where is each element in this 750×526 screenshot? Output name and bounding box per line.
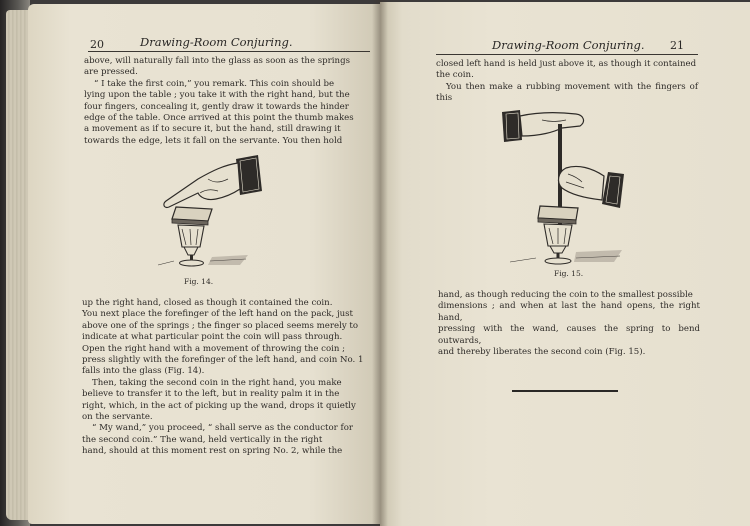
text-line: up the right hand, closed as though it contained the coin. bbox=[82, 298, 333, 308]
text-line: “ My wand,” you proceed, “ shall serve as the conductor for bbox=[92, 423, 353, 434]
right-header-rule bbox=[436, 54, 698, 55]
left-page bbox=[28, 4, 380, 524]
left-page-number: 20 bbox=[90, 38, 104, 51]
right-page bbox=[380, 2, 750, 526]
text-line: lying upon the table ; you take it with the right hand, but the bbox=[84, 90, 350, 101]
text-line: right, which, in the act of picking up the wand, drops it quietly bbox=[82, 400, 356, 411]
text-line: a movement as if to secure it, but the hand, still drawing it bbox=[84, 124, 341, 135]
text-line: above, will naturally fall into the glass as soon as the springs bbox=[84, 56, 350, 66]
text-line: dimensions ; and when at last the hand opens, the right hand, bbox=[438, 301, 700, 323]
left-running-head: Drawing-Room Conjuring. bbox=[140, 35, 293, 49]
figure-15-caption: Fig. 15. bbox=[554, 269, 584, 278]
text-line: and thereby liberates the second coin (Fig. 15). bbox=[438, 347, 646, 358]
text-line: believe to transfer it to the left, but in reality palm it in the bbox=[82, 389, 340, 400]
text-line: You next place the forefinger of the left hand on the pack, just bbox=[82, 309, 354, 320]
text-line: Open the right hand with a movement of throwing the coin ; bbox=[82, 343, 346, 354]
text-line: Then, taking the second coin in the right hand, you make bbox=[92, 377, 342, 388]
text-line: the second coin.” The wand, held vertically in the right bbox=[82, 434, 323, 445]
text-line: press slightly with the forefinger of the left hand, and coin No. 1 bbox=[82, 355, 364, 366]
left-header-rule bbox=[88, 51, 370, 52]
figure-14-illustration bbox=[128, 149, 278, 275]
figure-15-illustration bbox=[498, 106, 638, 268]
text-line: You then make a rubbing movement with the fingers of this bbox=[436, 81, 698, 104]
text-line: on the servante. bbox=[82, 412, 153, 423]
text-line: edge of the table. Once arrived at this point the thumb makes bbox=[84, 113, 354, 124]
text-line: indicate at what particular point the coin will pass through. bbox=[82, 332, 343, 343]
text-line: hand, should at this moment rest on spring No. 2, while the bbox=[82, 446, 343, 457]
right-page-number: 21 bbox=[670, 39, 684, 52]
right-paragraph-2 bbox=[438, 290, 700, 358]
text-line: falls into the glass (Fig. 14). bbox=[82, 366, 205, 377]
left-paragraph-1 bbox=[84, 56, 376, 147]
right-paragraph-1 bbox=[436, 59, 698, 105]
text-line: are pressed. bbox=[84, 67, 138, 78]
text-line: four fingers, concealing it, gently draw it towards the hinder bbox=[84, 101, 349, 112]
right-running-head: Drawing-Room Conjuring. bbox=[492, 38, 645, 52]
text-line: towards the edge, lets it fall on the servante. You then hold bbox=[84, 135, 343, 146]
figure-14-caption: Fig. 14. bbox=[184, 277, 214, 286]
text-line: hand, as though reducing the coin to the smallest possible bbox=[438, 290, 693, 300]
book-gutter bbox=[372, 0, 388, 526]
text-line: closed left hand is held just above it, as though it contained bbox=[436, 59, 697, 69]
text-line: “ I take the first coin,” you remark. This coin should be bbox=[94, 78, 335, 89]
left-paragraph-2 bbox=[82, 298, 376, 458]
end-section-rule bbox=[512, 390, 618, 392]
text-line: above one of the springs ; the finger so placed seems merely to bbox=[82, 320, 359, 331]
text-line: the coin. bbox=[436, 70, 474, 81]
text-line: pressing with the wand, causes the spring to bend outwards, bbox=[438, 324, 700, 346]
